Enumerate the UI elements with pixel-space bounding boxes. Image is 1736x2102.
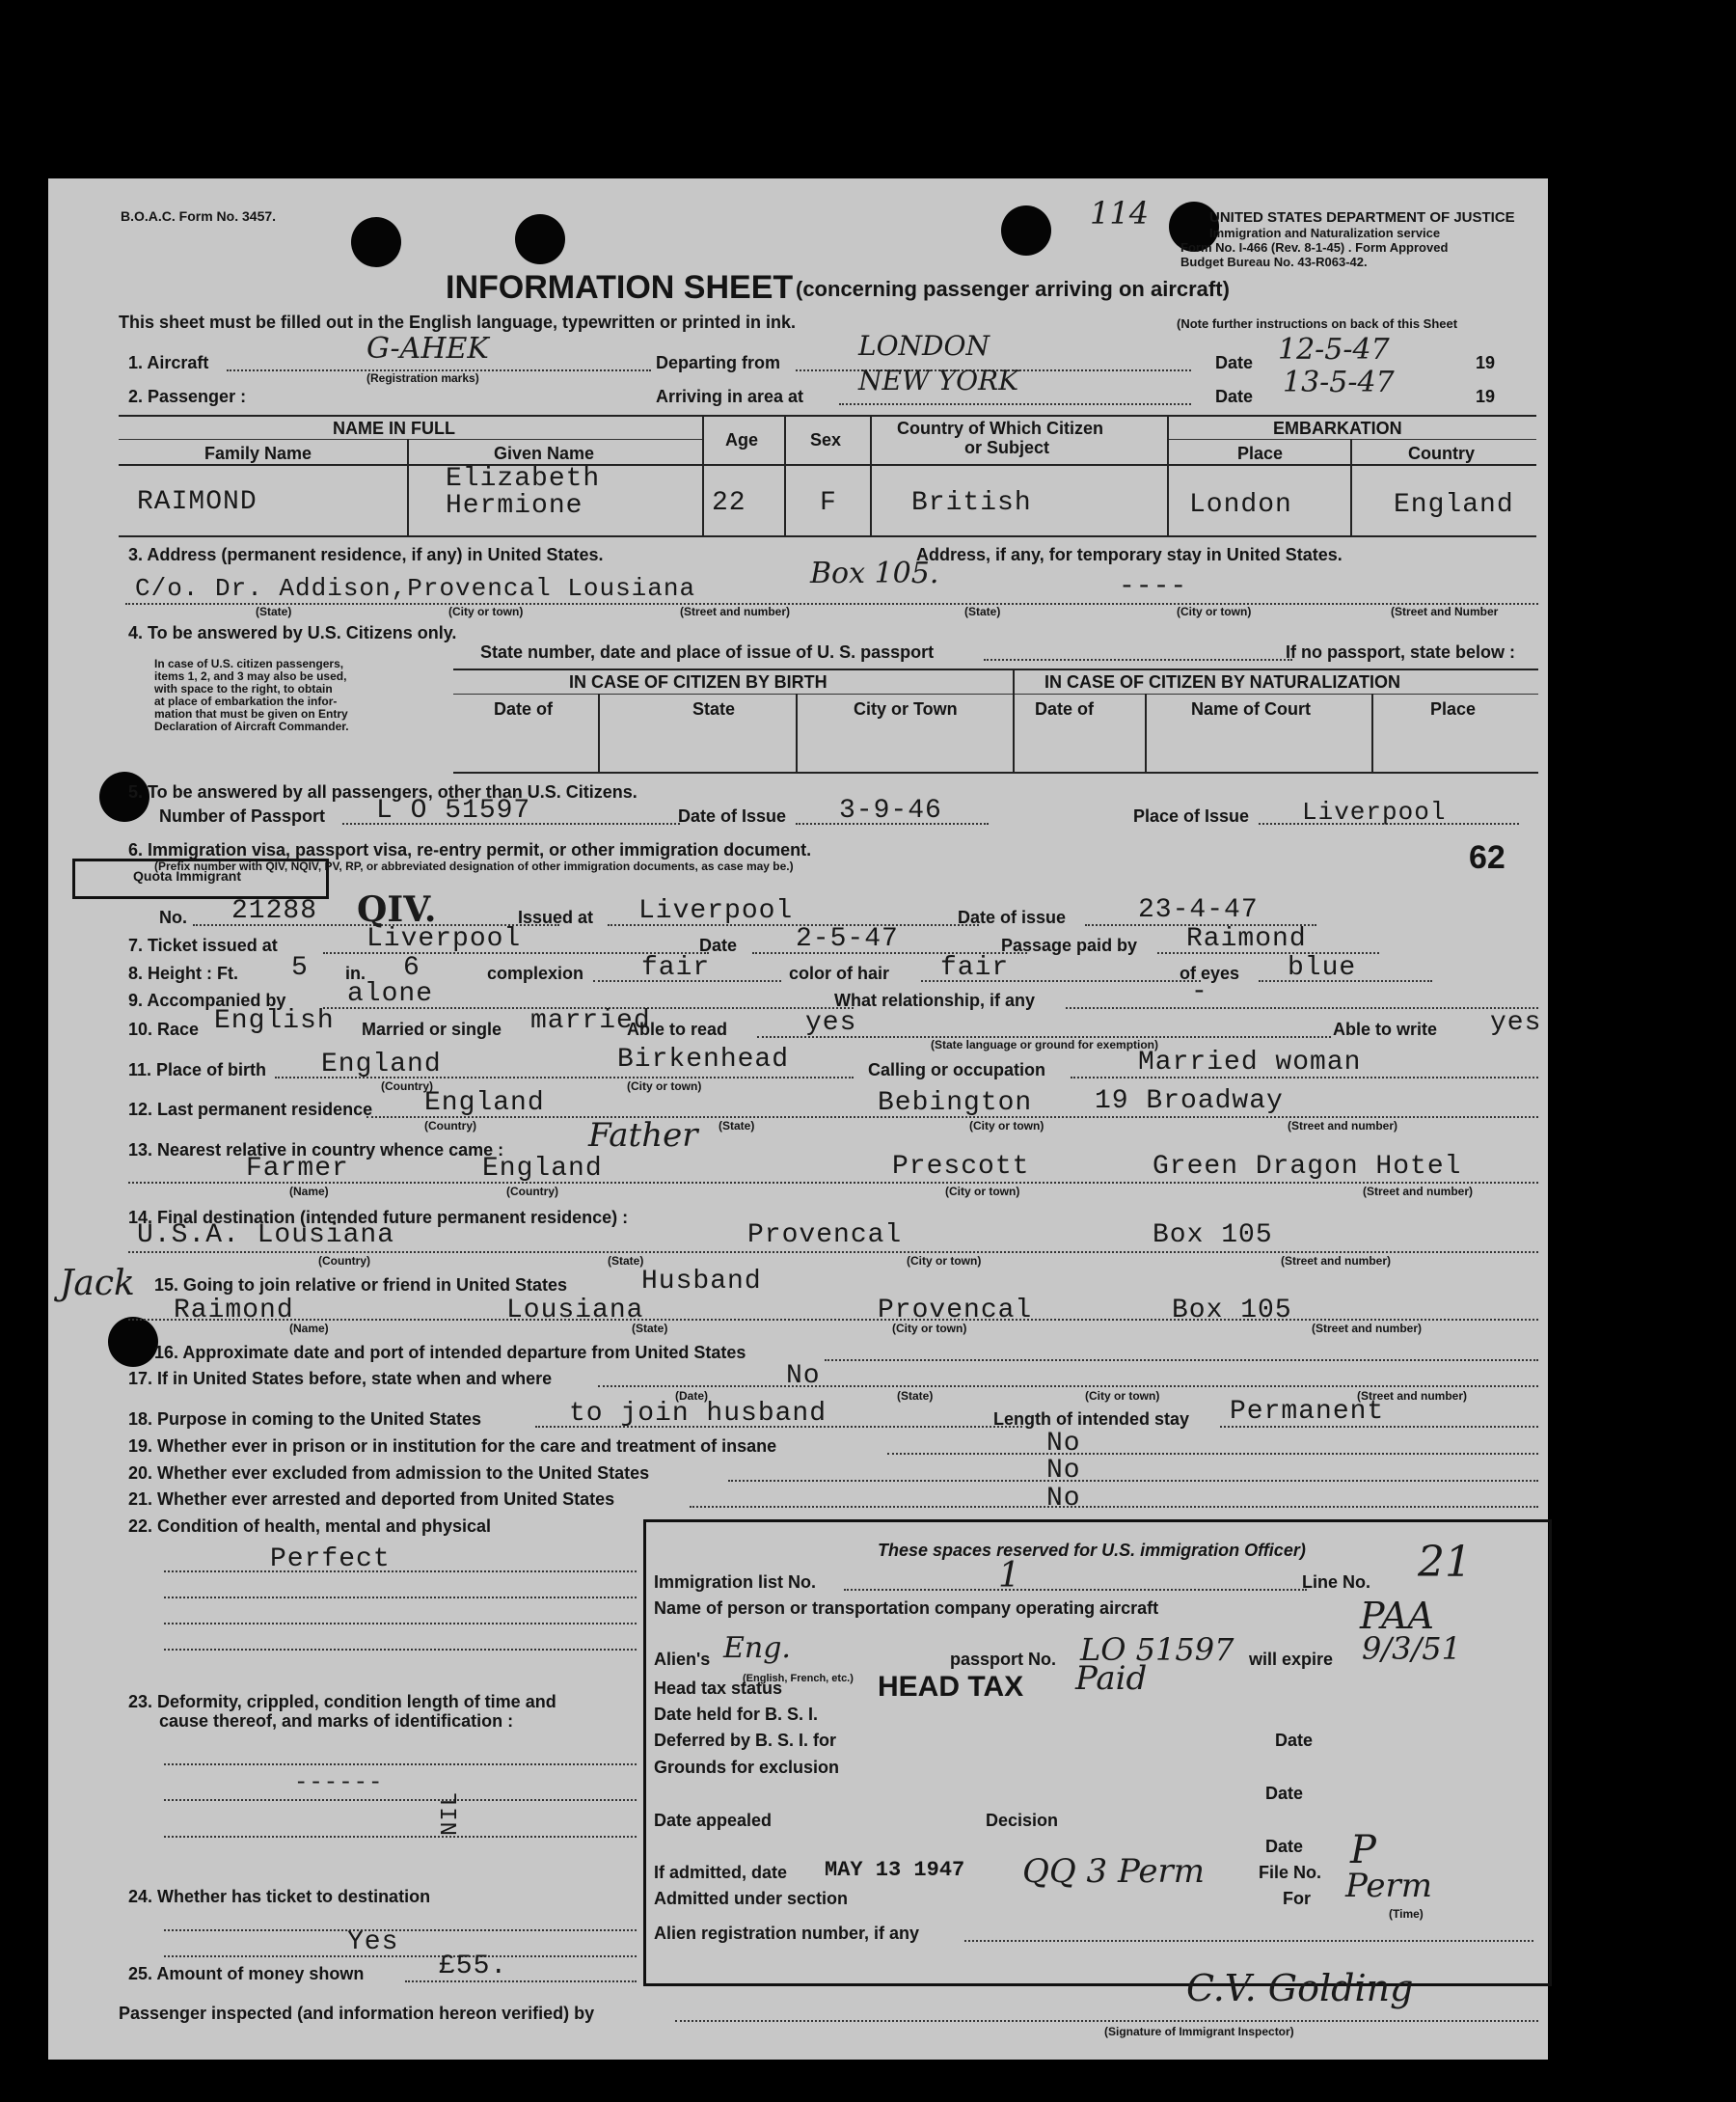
embarkation-header: EMBARKATION xyxy=(1273,419,1402,438)
stay-label: Length of intended stay xyxy=(993,1409,1190,1429)
visa-sublabel: (Prefix number with QIV, NQIV, PV, RP, or abbreviated designation of other immigration documents, as case may be.) xyxy=(154,860,794,873)
citizens-note-line: mation that must be given on Entry xyxy=(154,707,348,721)
before-value: No xyxy=(786,1361,821,1391)
sex-value: F xyxy=(820,488,837,518)
health-line-4 xyxy=(164,1649,637,1651)
race-label: 10. Race xyxy=(128,1020,200,1039)
issue-place: Liverpool xyxy=(1302,798,1447,827)
question-21-value: No xyxy=(1046,1484,1081,1514)
name-col-div-4 xyxy=(870,415,872,535)
complexion: fair xyxy=(641,953,711,983)
list-no-label: Immigration list No. xyxy=(654,1572,817,1592)
emb-place-header: Place xyxy=(1237,444,1284,463)
paid-by-label: Passage paid by xyxy=(1001,936,1138,955)
citizens-note-line: items 1, 2, and 3 may also be used, xyxy=(154,669,347,683)
temp-address-label: Address, if any, for temporary stay in United States. xyxy=(916,545,1343,564)
birth-label: 11. Place of birth xyxy=(128,1060,267,1079)
for-value: Perm xyxy=(1345,1867,1432,1905)
officer-heading: These spaces reserved for U.S. immigration Officer) xyxy=(878,1541,1306,1560)
hair-label: color of hair xyxy=(789,964,890,983)
date-held-label: Date held for B. S. I. xyxy=(654,1705,819,1724)
arriving-date: 13-5-47 xyxy=(1283,366,1395,399)
instruction: This sheet must be filled out in the English language, typewritten or printed in ink. xyxy=(119,313,797,332)
signature-sub: (Signature of Immigrant Inspector) xyxy=(1104,2025,1294,2038)
ticket-dest-line-1 xyxy=(164,1929,637,1931)
citizen-col-div xyxy=(796,694,798,772)
by-birth-header: IN CASE OF CITIZEN BY BIRTH xyxy=(569,672,827,692)
aircraft-value: G-AHEK xyxy=(366,332,489,366)
read-exemption: (State language or ground for exemption) xyxy=(931,1038,1159,1051)
occupation-value: Married woman xyxy=(1138,1048,1362,1078)
margin-note: Jack xyxy=(60,1264,135,1303)
last-residence-country: England xyxy=(424,1088,545,1118)
relative-handwritten: Father xyxy=(588,1116,698,1155)
relative-country: England xyxy=(482,1154,603,1184)
instruction-note: (Note further instructions on back of this Sheet xyxy=(1177,316,1458,331)
name-col-div-1 xyxy=(407,439,409,535)
citizen-col-city: City or Town xyxy=(854,699,958,719)
citizen-col-court: Name of Court xyxy=(1191,699,1312,719)
departing-year: 19 xyxy=(1476,353,1496,372)
birth-country-sub: (Country) xyxy=(381,1079,433,1093)
punch-hole-6 xyxy=(108,1317,158,1367)
destination-city: Provencal xyxy=(747,1220,903,1250)
ticket-label: 7. Ticket issued at xyxy=(128,936,278,955)
name-in-full-header: NAME IN FULL xyxy=(333,419,455,438)
relative-street-sub: (Street and number) xyxy=(1363,1185,1474,1198)
deferred-date-label: Date xyxy=(1275,1731,1314,1750)
head-tax-handwritten: Paid xyxy=(1075,1659,1148,1698)
occupation-label: Calling or occupation xyxy=(868,1060,1046,1079)
arriving-line xyxy=(839,403,1191,405)
married-label: Married or single xyxy=(362,1020,502,1039)
dept-line-3: Form No. I-466 (Rev. 8-1-45) . Form Approved xyxy=(1180,240,1449,255)
height-label: 8. Height : Ft. xyxy=(128,964,238,983)
arriving-year: 19 xyxy=(1476,387,1496,406)
citizen-table-bottom xyxy=(453,772,1538,774)
passenger-label: 2. Passenger : xyxy=(128,387,247,406)
stay-value: Permanent xyxy=(1230,1397,1385,1427)
joining-street-sub: (Street and number) xyxy=(1312,1322,1423,1335)
page-subtitle: (concerning passenger arriving on aircraft) xyxy=(796,277,1230,301)
departing-date: 12-5-47 xyxy=(1278,333,1390,367)
name-subheader-line xyxy=(119,439,702,440)
file-no-label: File No. xyxy=(1259,1863,1322,1882)
citizen-col-div xyxy=(1371,694,1373,772)
eyes-label: of eyes xyxy=(1180,964,1240,983)
race-value: English xyxy=(214,1006,335,1036)
visa-prefix: QIV. xyxy=(357,889,437,930)
deformity-label-2: cause thereof, and marks of identification : xyxy=(159,1711,514,1731)
alien-label: Alien's xyxy=(654,1650,711,1669)
ticket-dest-value: Yes xyxy=(347,1927,399,1957)
dept-line-1: UNITED STATES DEPARTMENT OF JUSTICE xyxy=(1209,209,1515,226)
relative-label: 13. Nearest relative in country whence came : xyxy=(128,1140,504,1160)
grounds-label: Grounds for exclusion xyxy=(654,1758,840,1777)
health-line-1 xyxy=(164,1570,637,1572)
alien-registration-label: Alien registration number, if any xyxy=(654,1924,920,1943)
dept-line-2: Immigration and Naturalization service xyxy=(1209,226,1441,240)
name-table-top xyxy=(119,415,1536,417)
joining-relation: Husband xyxy=(641,1267,762,1297)
before-line xyxy=(598,1385,1538,1387)
emb-country-value: England xyxy=(1394,490,1514,520)
address-sub-state-2: (State) xyxy=(964,605,1001,618)
information-sheet xyxy=(48,178,1548,2060)
aircraft-label: 1. Aircraft xyxy=(128,353,209,372)
by-naturalization-header: IN CASE OF CITIZEN BY NATURALIZATION xyxy=(1044,672,1400,692)
punch-hole-3 xyxy=(1001,205,1051,256)
company-label: Name of person or transportation company operating aircraft xyxy=(654,1598,1159,1618)
complexion-label: complexion xyxy=(487,964,584,983)
sex-header: Sex xyxy=(810,430,842,450)
address-sub-city-2: (City or town) xyxy=(1177,605,1252,618)
visa-no-label: No. xyxy=(159,908,187,927)
alien-value: Eng. xyxy=(723,1631,791,1665)
relative-country-sub: (Country) xyxy=(506,1185,558,1198)
departure-label: 16. Approximate date and port of intended departure from United States xyxy=(154,1343,746,1362)
list-no-line xyxy=(844,1589,1307,1591)
punch-hole-1 xyxy=(351,217,401,267)
health-line-2 xyxy=(164,1597,637,1598)
no-passport-label: If no passport, state below : xyxy=(1286,642,1516,662)
relative-city-sub: (City or town) xyxy=(945,1185,1020,1198)
visa-issued-at: Liverpool xyxy=(638,896,794,926)
destination-line xyxy=(128,1251,1538,1253)
citizen-col-state: State xyxy=(692,699,736,719)
deformity-line-2 xyxy=(164,1799,637,1801)
name-table-header-line xyxy=(119,464,1536,466)
quota-stamp xyxy=(72,859,329,899)
destination-city-sub: (City or town) xyxy=(907,1254,982,1268)
health-label: 22. Condition of health, mental and physical xyxy=(128,1516,492,1536)
destination-street: Box 105 xyxy=(1153,1220,1273,1250)
company-mark: PAA xyxy=(1360,1595,1434,1637)
decision-label: Decision xyxy=(986,1811,1059,1830)
page-title: INFORMATION SHEET xyxy=(446,269,794,306)
departing-value: LONDON xyxy=(858,330,990,362)
destination-street-sub: (Street and number) xyxy=(1281,1254,1392,1268)
question-20-line xyxy=(728,1480,1538,1482)
ticket-place: Liverpool xyxy=(366,924,522,954)
relationship-label: What relationship, if any xyxy=(834,991,1036,1010)
relative-street: Green Dragon Hotel xyxy=(1153,1152,1462,1182)
quota-stamp-text: Quota Immigrant xyxy=(133,868,242,884)
question-21-label: 21. Whether ever arrested and deported from United States xyxy=(128,1489,615,1509)
corner-mark: 114 xyxy=(1090,195,1150,232)
decision-date-label: Date xyxy=(1265,1837,1304,1856)
joining-label: 15. Going to join relative or friend in United States xyxy=(154,1275,568,1295)
last-residence-city: Bebington xyxy=(878,1088,1033,1118)
joining-name-sub: (Name) xyxy=(289,1322,329,1335)
alien-sub: (English, French, etc.) xyxy=(743,1673,854,1684)
relative-city: Prescott xyxy=(892,1152,1030,1182)
passport-value: LO 51597 xyxy=(1080,1631,1234,1668)
name-col-div-3 xyxy=(784,415,786,535)
arriving-label: Arriving in area at xyxy=(656,387,804,406)
question-19-label: 19. Whether ever in prison or in institution for the care and treatment of insane xyxy=(128,1436,777,1456)
inspected-label: Passenger inspected (and information hereon verified) by xyxy=(119,2004,595,2023)
name-table-bottom xyxy=(119,535,1536,537)
visa-date-label: Date of issue xyxy=(958,908,1067,927)
list-no-value: 1 xyxy=(998,1556,1020,1596)
expire-label: will expire xyxy=(1249,1650,1334,1669)
issue-date-label: Date of Issue xyxy=(678,806,787,826)
accompanied-value: alone xyxy=(347,979,434,1009)
passport-no-label: Number of Passport xyxy=(159,806,326,826)
given-name-1: Elizabeth xyxy=(446,464,601,494)
deformity-label-1: 23. Deformity, crippled, condition length of time and xyxy=(128,1692,556,1711)
last-residence-label: 12. Last permanent residence xyxy=(128,1100,373,1119)
age-value: 22 xyxy=(712,488,746,518)
citizens-note xyxy=(154,658,357,732)
last-residence-country-sub: (Country) xyxy=(424,1119,476,1133)
destination-state-sub: (State) xyxy=(608,1254,644,1268)
passport-no: L O 51597 xyxy=(376,796,531,826)
visa-date: 23-4-47 xyxy=(1138,895,1259,925)
deformity-line-3 xyxy=(164,1836,637,1838)
us-passport-label: State number, date and place of issue of U. S. passport xyxy=(480,642,935,662)
paid-by: Raimond xyxy=(1186,924,1307,954)
family-name: RAIMOND xyxy=(137,487,258,517)
expire-value: 9/3/51 xyxy=(1362,1630,1461,1667)
address-sub-street-2: (Street and Number xyxy=(1391,605,1499,618)
us-passport-line xyxy=(984,659,1292,661)
non-citizens-label: 5. To be answered by all passengers, other than U.S. Citizens. xyxy=(128,782,637,802)
read-label: Able to read xyxy=(627,1020,728,1039)
joining-line xyxy=(128,1319,1538,1321)
deformity-nil: NIL xyxy=(438,1790,464,1836)
given-name-header: Given Name xyxy=(494,444,595,463)
last-residence-state-sub: (State) xyxy=(719,1119,755,1133)
inspected-line xyxy=(675,2020,1538,2022)
line-no-label: Line No. xyxy=(1302,1572,1370,1592)
arriving-value: NEW YORK xyxy=(858,365,1019,396)
deferred-label: Deferred by B. S. I. for xyxy=(654,1731,837,1750)
citizen-col-date: Date of xyxy=(494,699,554,719)
citizens-note-line: Declaration of Aircraft Commander. xyxy=(154,720,349,733)
destination-country-sub: (Country) xyxy=(318,1254,370,1268)
height-in: 6 xyxy=(403,953,420,983)
write-value: yes xyxy=(1490,1008,1542,1038)
address-line xyxy=(125,603,1538,605)
for-label: For xyxy=(1283,1889,1311,1908)
dept-line-4: Budget Bureau No. 43-R063-42. xyxy=(1180,255,1368,269)
joining-city-sub: (City or town) xyxy=(892,1322,967,1335)
last-residence-city-sub: (City or town) xyxy=(969,1119,1044,1133)
last-residence-street: 19 Broadway xyxy=(1095,1086,1284,1116)
before-date-sub: (Date) xyxy=(675,1389,709,1403)
grounds-date-label: Date xyxy=(1265,1784,1304,1803)
citizen-col-nat-date: Date of xyxy=(1035,699,1095,719)
citizens-note-line: In case of U.S. citizen passengers, xyxy=(154,657,344,670)
page-number: 62 xyxy=(1469,839,1505,876)
appealed-label: Date appealed xyxy=(654,1811,773,1830)
temp-address-value: ---- xyxy=(1119,572,1188,602)
health-value: Perfect xyxy=(270,1544,391,1574)
registration-note: (Registration marks) xyxy=(366,371,479,385)
joining-state-sub: (State) xyxy=(632,1322,668,1335)
citizenship-header-2: or Subject xyxy=(964,438,1050,457)
money-label: 25. Amount of money shown xyxy=(128,1964,365,1983)
address-sub-state: (State) xyxy=(256,605,292,618)
address-handwritten: Box 105. xyxy=(810,557,939,590)
line-no-value: 21 xyxy=(1418,1538,1472,1587)
question-20-label: 20. Whether ever excluded from admission to the United States xyxy=(128,1463,650,1483)
joining-city: Provencal xyxy=(878,1296,1033,1325)
emb-place-value: London xyxy=(1189,490,1292,520)
departing-date-label: Date xyxy=(1215,353,1254,372)
citizen-table-top xyxy=(453,669,1538,670)
destination-country: U.S.A. Lousiana xyxy=(137,1220,395,1250)
hair: fair xyxy=(940,953,1010,983)
admitted-handwritten: QQ 3 Perm xyxy=(1022,1852,1205,1891)
punch-hole-2 xyxy=(515,214,565,264)
question-20-value: No xyxy=(1046,1456,1081,1486)
birth-city: Birkenhead xyxy=(617,1045,790,1075)
question-19-value: No xyxy=(1046,1429,1081,1459)
alien-registration-line xyxy=(964,1940,1533,1942)
head-tax-stamp: HEAD TAX xyxy=(878,1671,1024,1703)
citizen-col-place: Place xyxy=(1430,699,1477,719)
read-value: yes xyxy=(805,1008,857,1038)
married-value: married xyxy=(530,1006,651,1036)
deformity-line-1 xyxy=(164,1763,637,1765)
given-name-2: Hermione xyxy=(446,491,583,521)
height-in-label: in. xyxy=(345,964,366,983)
visa-issued-at-label: Issued at xyxy=(518,908,594,927)
age-header: Age xyxy=(725,430,759,450)
joining-street: Box 105 xyxy=(1172,1296,1292,1325)
birth-country: England xyxy=(321,1050,442,1079)
time-sub: (Time) xyxy=(1389,1907,1424,1921)
inspector-signature: C.V. Golding xyxy=(1186,1967,1414,2009)
visa-label: 6. Immigration visa, passport visa, re-entry permit, or other immigration document. xyxy=(128,840,812,860)
citizen-col-div xyxy=(598,694,600,772)
name-col-div-2 xyxy=(702,415,704,535)
emb-country-header: Country xyxy=(1408,444,1475,463)
joining-name: Raimond xyxy=(174,1296,294,1325)
eyes: blue xyxy=(1288,953,1357,983)
health-line-3 xyxy=(164,1623,637,1624)
relationship-value: - xyxy=(1191,977,1208,1007)
relative-name-sub: (Name) xyxy=(289,1185,329,1198)
last-residence-street-sub: (Street and number) xyxy=(1288,1119,1398,1133)
name-col-div-5 xyxy=(1167,415,1169,535)
admitted-date: MAY 13 1947 xyxy=(825,1858,965,1882)
citizenship-value: British xyxy=(911,488,1032,518)
write-label: Able to write xyxy=(1333,1020,1438,1039)
head-tax-label: Head tax status xyxy=(654,1679,783,1698)
departure-line xyxy=(825,1359,1538,1361)
departing-label: Departing from xyxy=(656,353,781,372)
money-value: £55. xyxy=(439,1952,508,1981)
address-value: C/o. Dr. Addison,Provencal Lousiana xyxy=(135,574,696,603)
citizens-label: 4. To be answered by U.S. Citizens only. xyxy=(128,623,457,642)
question-19-line xyxy=(887,1453,1538,1455)
address-sub-street: (Street and number) xyxy=(680,605,791,618)
purpose-value: to join husband xyxy=(569,1399,827,1429)
ticket-dest-label: 24. Whether has ticket to destination xyxy=(128,1887,431,1906)
ticket-date: 2-5-47 xyxy=(796,924,899,954)
destination-label: 14. Final destination (intended future permanent residence) : xyxy=(128,1208,629,1227)
accompanied-label: 9. Accompanied by xyxy=(128,991,286,1010)
passport-label: passport No. xyxy=(950,1650,1057,1669)
before-street-sub: (Street and number) xyxy=(1357,1389,1468,1403)
admitted-label: If admitted, date xyxy=(654,1863,788,1882)
relative-name: Farmer xyxy=(246,1154,349,1184)
purpose-label: 18. Purpose in coming to the United States xyxy=(128,1409,482,1429)
citizen-table-mid xyxy=(453,694,1538,695)
ticket-dest-line-2 xyxy=(164,1955,637,1957)
before-state-sub: (State) xyxy=(897,1389,934,1403)
citizens-note-line: with space to the right, to obtain xyxy=(154,682,333,696)
question-21-line xyxy=(690,1506,1538,1508)
relationship-line xyxy=(1066,1007,1538,1009)
before-label: 17. If in United States before, state when and where xyxy=(128,1369,553,1388)
address-label: 3. Address (permanent residence, if any) in United States. xyxy=(128,545,604,564)
joining-state: Lousiana xyxy=(506,1296,644,1325)
address-sub-city: (City or town) xyxy=(448,605,524,618)
birth-city-sub: (City or town) xyxy=(627,1079,702,1093)
form-id: B.O.A.C. Form No. 3457. xyxy=(121,208,277,224)
deformity-dash: ------ xyxy=(294,1770,384,1796)
height-ft: 5 xyxy=(291,953,309,983)
arriving-date-label: Date xyxy=(1215,387,1254,406)
section-label: Admitted under section xyxy=(654,1889,849,1908)
citizen-col-div xyxy=(1013,669,1015,772)
ticket-date-label: Date xyxy=(699,936,738,955)
name-col-div-6 xyxy=(1350,439,1352,535)
issue-date: 3-9-46 xyxy=(839,796,942,826)
citizens-note-line: at place of embarkation the infor- xyxy=(154,695,338,708)
file-no-value: P xyxy=(1350,1828,1376,1872)
before-city-sub: (City or town) xyxy=(1085,1389,1160,1403)
visa-number: 21288 xyxy=(231,896,318,926)
citizenship-header-1: Country of Which Citizen xyxy=(897,419,1103,438)
issue-place-label: Place of Issue xyxy=(1133,806,1250,826)
officer-box xyxy=(643,1519,1552,1986)
citizen-col-div xyxy=(1145,694,1147,772)
family-name-header: Family Name xyxy=(204,444,312,463)
